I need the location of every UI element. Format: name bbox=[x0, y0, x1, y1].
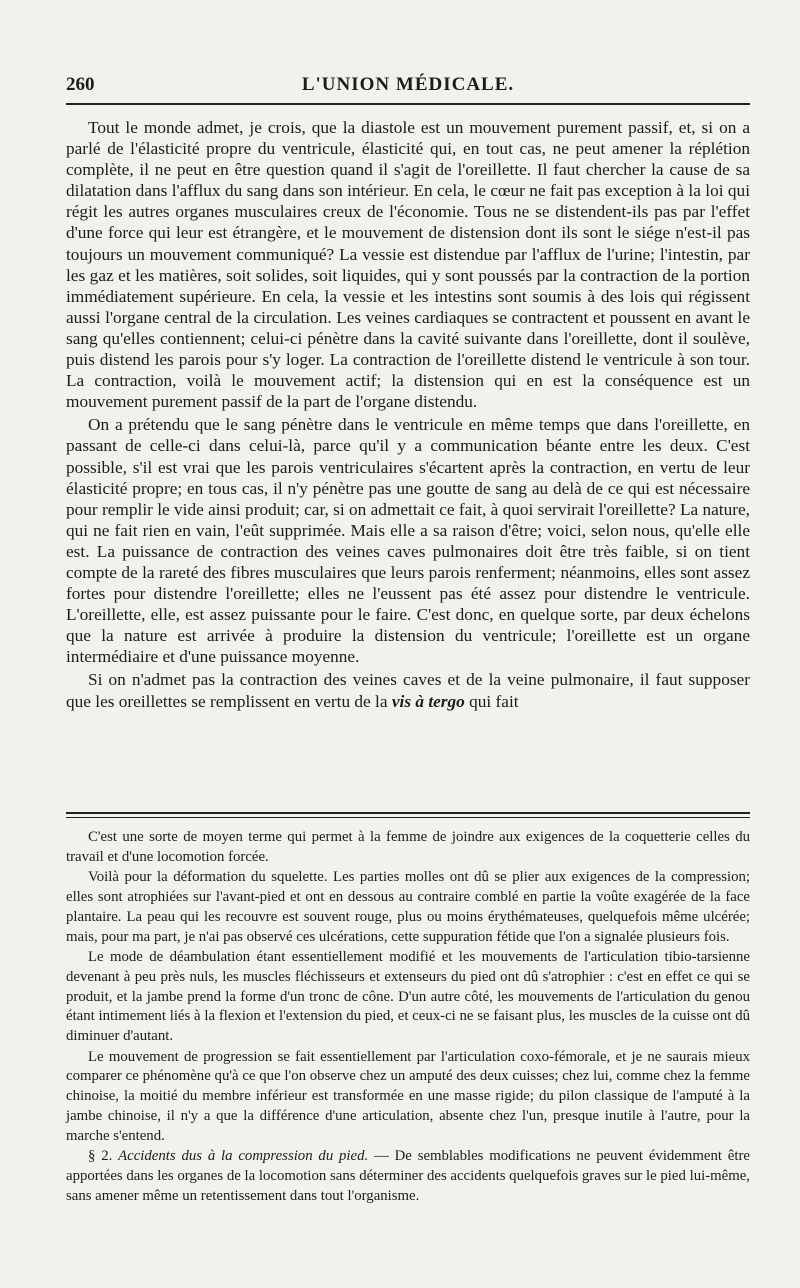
main-paragraph-3 bbox=[66, 669, 750, 711]
section-number: § 2. bbox=[88, 1148, 113, 1165]
header-rule bbox=[66, 103, 750, 105]
main-paragraph-1: Tout le monde admet, je crois, que la diastole est un mouvement purement passif, et, si on a parlé de l'élasticité propre du ventricule, élasticité qui, en tout cas, ne peut amener la réplétion complète, il ne peut en être question quand il s'agit de l'oreillette. Il faut chercher la cause de sa dilatation dans l'afflux du sang dans son intérieur. En cela, le cœur ne fait pas exception à la loi qui régit les autres organes musculaires creux de l'économie. Tous ne se distendent-ils pas par l'effet d'une force qui leur est étrangère, et le mouvement de distension dont ils sont le siége n'est-il pas toujours un mouvement communiqué? La vessie est distendue par l'afflux de l'urine; l'intestin, par les gaz et les matières, soit solides, soit liquides, qui y sont poussés par la contraction de la portion immédiatement supérieure. En cela, la vessie et les intestins sont soumis à des lois qui régissent aussi l'organe central de la circulation. Les veines cardiaques se contractent et poussent en avant le sang qu'elles contiennent; celui-ci pénètre dans la cavité suivante dans l'oreillette, dont il soulève, puis distend les parois pour s'y loger. La contraction de l'oreillette distend le ventricule à son tour. La contraction, voilà le mouvement actif; la distension qui en est la conséquence est un mouvement purement passif de la part de l'organe distendu. bbox=[66, 118, 750, 412]
note-paragraph-4: Le mouvement de progression se fait essentiellement par l'articulation coxo-fémorale, et je ne saurais mieux comparer ce phénomène qu'à ce que l'on observe chez un amputé des deux cuisses; chez lui, comme chez la femme chinoise, la moitié du membre inférieur est transformée en une masse rigide; du pilon classique de l'amputé à la jambe chinoise, il n'y a que la différence d'une articulation, absente chez l'un, presque inutile à l'autre, pour la marche s'entend. bbox=[66, 1048, 750, 1144]
section-text: — De semblables modifications ne peuvent évidemment être apportées dans les organes de la locomotion sans déterminer des accidents quelquefois graves sur le pied lui-même, sans amener même un retentissement dans tout l'organisme. bbox=[66, 1148, 750, 1204]
section-divider bbox=[66, 812, 750, 818]
divider-rule-thick bbox=[66, 812, 750, 814]
main-text bbox=[66, 117, 750, 712]
section-title: Accidents dus à la compression du pied. bbox=[118, 1148, 369, 1165]
note-paragraph-3: Le mode de déambulation étant essentiellement modifié et les mouvements de l'articulation tibio-tarsienne devenant à peu près nuls, les muscles fléchisseurs et extenseurs du pied ont dû s'atrophier : c'est en effet ce qui se produit, et la jambe prend la forme d'un tronc de cône. D'un autre côté, les mouvements de l'articulation du genou étant intimement liés à la flexion et l'extension du pied, et ceux-ci ne se faisant plus, les muscles de la cuisse ont dû diminuer d'autant. bbox=[66, 949, 750, 1045]
divider-rule-thin bbox=[66, 817, 750, 818]
page-number: 260 bbox=[66, 74, 95, 95]
main-paragraph-2: On a prétendu que le sang pénètre dans le ventricule en même temps que dans l'oreillette, en passant de celle-ci dans celui-là, parce qu'il y a communication béante entre les deux. C'est possible, s'il est vrai que les parois ventriculaires s'écartent après la contraction, en vertu de leur élasticité propre; en tous cas, il n'y pénètre pas une goutte de sang au delà de ce qui est nécessaire pour remplir le vide ainsi produit; car, si on admettait ce fait, à quoi servirait l'oreillette? La nature, qui ne fait rien en vain, l'eût supprimée. Mais elle a sa raison d'être; voici, selon nous, qu'elle elle est. La puissance de contraction des veines caves pulmonaires doit être très faible, si on tient compte de la rareté des fibres musculaires que leurs parois renferment; néanmoins, elles sont assez fortes pour distendre l'oreillette; elles ne l'eussent pas été assez pour distendre le ventricule. L'oreillette, elle, est assez puissante pour le faire. C'est donc, en quelque sorte, par deux échelons que la nature est arrivée à produire la distension du ventricule; l'oreillette est un organe intermédiaire et d'une puissance moyenne. bbox=[66, 415, 750, 667]
feuilleton-text bbox=[66, 828, 750, 1206]
main-paragraph-3-start: Si on n'admet pas la contraction des veines caves et de la veine pulmonaire, il faut supposer que les oreillettes se remplissent en vertu de la bbox=[66, 670, 750, 711]
main-paragraph-3-end: qui fait bbox=[464, 691, 519, 711]
note-paragraph-2: Voilà pour la déformation du squelette. Les parties molles ont dû se plier aux exigences de la compression; elles sont atrophiées sur l'avant-pied et ont en dessous au contraire comblé en partie la voûte exagérée de la face plantaire. La peau qui les recouvre est souvent rouge, plus ou moins érythémateuses, quelquefois même ulcérée; mais, pour ma part, je n'ai pas observé ces ulcérations, cette suppuration fétide que l'on a signalée plusieurs fois. bbox=[66, 869, 750, 945]
page-header bbox=[66, 70, 750, 102]
running-title: L'UNION MÉDICALE. bbox=[301, 74, 515, 95]
note-paragraph-1: C'est une sorte de moyen terme qui permet à la femme de joindre aux exigences de la coquetterie celles du travail et d'une locomotion forcée. bbox=[66, 829, 750, 865]
section-paragraph bbox=[66, 1147, 750, 1206]
latin-emphasis: vis à tergo bbox=[391, 691, 465, 711]
